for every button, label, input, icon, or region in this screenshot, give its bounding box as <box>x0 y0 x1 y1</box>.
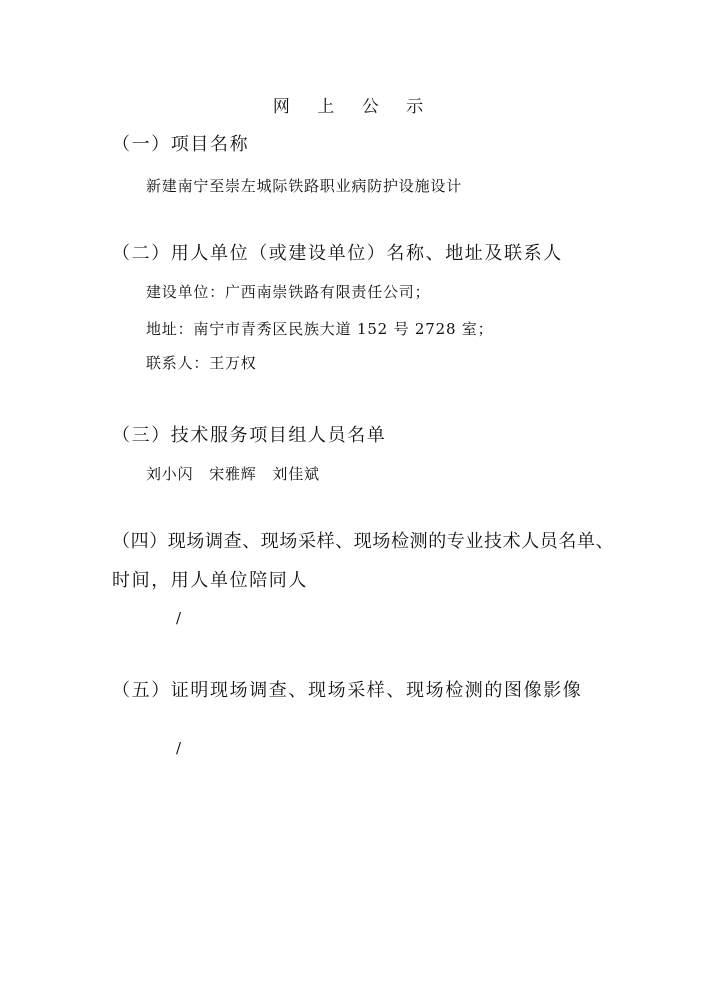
section4-value: / <box>176 609 182 627</box>
section2-heading: （二）用人单位（或建设单位）名称、地址及联系人 <box>112 243 563 264</box>
section1-heading: （一）项目名称 <box>112 134 250 155</box>
section4-heading-line1: （四）现场调查、现场采样、现场检测的专业技术人员名单、 <box>112 531 615 552</box>
address: 地址：南宁市青秀区民族大道 152 号 2728 室； <box>146 320 494 338</box>
project-name: 新建南宁至崇左城际铁路职业病防护设施设计 <box>146 177 463 195</box>
section5-heading: （五）证明现场调查、现场采样、现场检测的图像影像 <box>112 680 583 701</box>
contact-person: 联系人：王万权 <box>146 354 257 372</box>
page-title: 网 上 公 示 <box>272 97 435 117</box>
section5-value: / <box>176 739 182 757</box>
section3-heading: （三）技术服务项目组人员名单 <box>112 425 387 446</box>
team-members: 刘小闪 宋雅辉 刘佳斌 <box>146 465 320 483</box>
section4-heading-line2: 时间，用人单位陪同人 <box>112 570 308 591</box>
construction-unit: 建设单位：广西南崇铁路有限责任公司； <box>146 283 431 301</box>
